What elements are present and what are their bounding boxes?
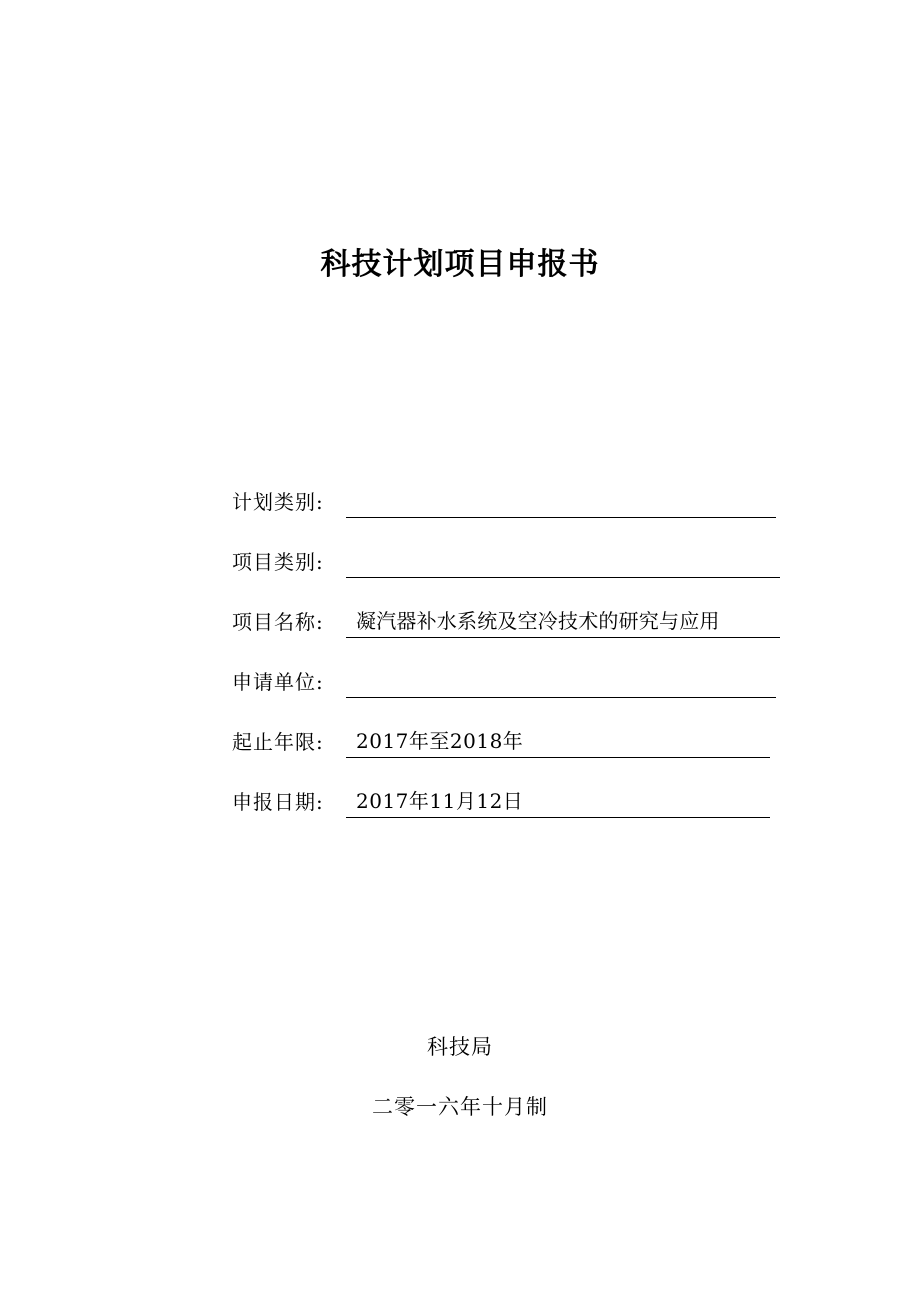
issue-date-text: 二零一六年十月制 [372, 1095, 548, 1119]
field-underline[interactable] [346, 607, 780, 638]
field-underline[interactable] [346, 667, 776, 698]
field-duration [232, 724, 792, 758]
field-underline[interactable] [346, 727, 770, 758]
field-project-name [232, 604, 792, 638]
field-value: 2017年11月12日 [356, 789, 524, 813]
field-plan-category [232, 484, 792, 518]
field-label: 项目名称: [232, 610, 324, 634]
field-project-category [232, 544, 792, 578]
field-value: 2017年至2018年 [356, 729, 524, 753]
field-label: 起止年限: [232, 730, 324, 754]
field-underline[interactable] [346, 487, 776, 518]
field-label: 项目类别: [232, 550, 324, 574]
issuer-text: 科技局 [427, 1035, 493, 1059]
field-label: 申请单位: [232, 670, 324, 694]
field-applicant-unit [232, 664, 792, 698]
field-label: 申报日期: [232, 790, 324, 814]
document-title: 科技计划项目申报书 [320, 247, 600, 282]
field-submission-date [232, 784, 792, 818]
field-label: 计划类别: [232, 490, 324, 514]
field-underline[interactable] [346, 787, 770, 818]
field-underline[interactable] [346, 547, 780, 578]
field-value: 凝汽器补水系统及空冷技术的研究与应用 [356, 609, 720, 633]
